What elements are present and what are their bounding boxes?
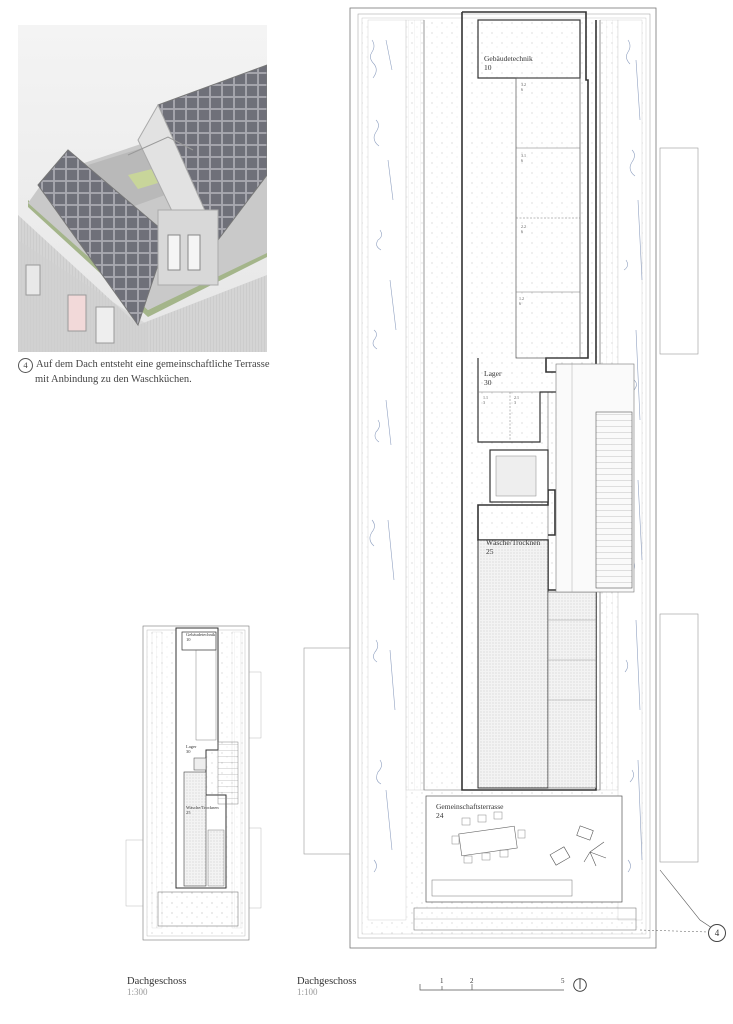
small-room-label-gebaeudetechnik — [186, 632, 215, 642]
scale-label-1: 1 — [440, 977, 444, 985]
room-name: Wäsche/Trocknen — [186, 805, 219, 810]
compartment-size: 3 — [483, 400, 485, 405]
room-number: 30 — [484, 378, 492, 387]
small-plan — [126, 626, 261, 940]
scale-label-2: 2 — [470, 977, 474, 985]
caption-number: 4 — [18, 358, 33, 373]
scale-label-5: 5 — [561, 977, 565, 985]
room-label-terrasse — [436, 802, 503, 820]
plan-scale: 1:300 — [127, 987, 148, 997]
room-name: Lager — [484, 369, 502, 378]
compartment-id: 2.1 — [514, 395, 519, 400]
plan-title: Dachgeschoss — [297, 976, 357, 987]
compartment-tag — [514, 395, 519, 405]
large-plan — [304, 8, 712, 948]
compartment-size: 6 — [521, 229, 523, 234]
plan-scale: 1:100 — [297, 987, 318, 997]
compartment-size: 6 — [519, 301, 521, 306]
caption-line-1: Auf dem Dach entsteht eine gemeinschaftliche Terrasse — [36, 359, 270, 370]
compartment-size: 6 — [521, 87, 523, 92]
compartment-tag — [519, 296, 524, 306]
compartment-tag — [483, 395, 488, 405]
room-name: Gebäudetechnik — [186, 632, 216, 637]
compartment-id: 1.1 — [483, 395, 488, 400]
small-room-label-waesche — [186, 805, 219, 815]
room-number: 25 — [186, 810, 191, 815]
title-small-plan — [127, 976, 186, 997]
room-label-gebaeudetechnik — [484, 54, 533, 72]
small-room-label-lager — [186, 744, 197, 754]
north-arrow-icon — [573, 978, 587, 992]
compartment-id: 3.1 — [521, 153, 526, 158]
compartment-id: 3.2 — [521, 82, 526, 87]
compartment-tag — [521, 153, 526, 163]
room-name: Wäsche/Trocknen — [486, 538, 541, 547]
compartment-tag — [521, 82, 526, 92]
room-label-waesche — [486, 538, 540, 556]
room-number: 30 — [186, 749, 191, 754]
room-label-lager — [484, 369, 502, 387]
room-name: Gebäudetechnik — [484, 54, 533, 63]
compartment-id: 2.2 — [521, 224, 526, 229]
compartment-size: 6 — [521, 158, 523, 163]
plan-title: Dachgeschoss — [127, 976, 187, 987]
compartment-id: 1.2 — [519, 296, 524, 301]
room-number: 24 — [436, 811, 444, 820]
callout-marker: 4 — [708, 924, 726, 942]
room-number: 25 — [486, 547, 494, 556]
room-number: 10 — [186, 637, 191, 642]
room-name: Lager — [186, 744, 197, 749]
compartment-size: 3 — [514, 400, 516, 405]
room-number: 10 — [484, 63, 492, 72]
title-large-plan — [297, 976, 356, 997]
room-name: Gemeinschaftsterrasse — [436, 802, 504, 811]
compartment-tag — [521, 224, 526, 234]
caption-line-2: mit Anbindung zu den Waschküchen. — [35, 374, 192, 385]
